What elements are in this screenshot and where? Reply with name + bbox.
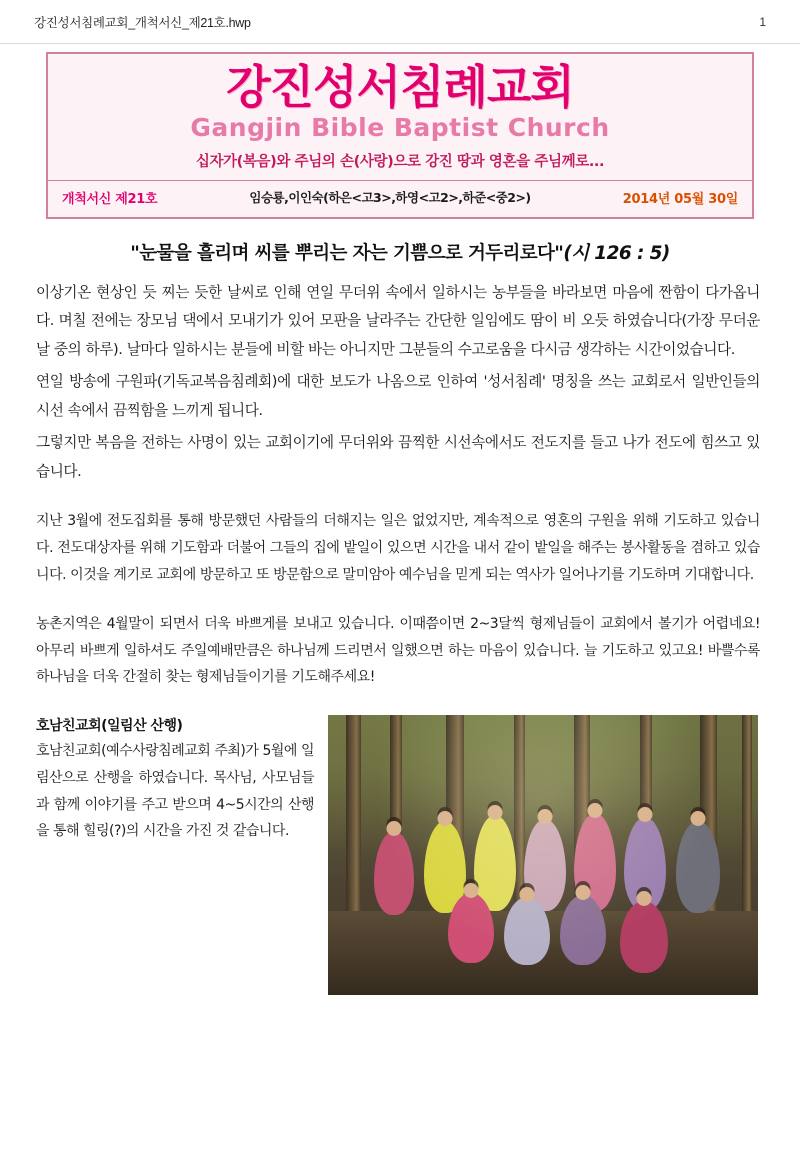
document-filename: 강진성서침례교회_개척서신_제21호.hwp (34, 15, 251, 30)
scripture-verse (34, 239, 766, 265)
document-viewer-header (0, 0, 800, 44)
church-slogan: 십자가(복음)와 주님의 손(사랑)으로 강진 땅과 영혼을 주님께로... (195, 153, 605, 170)
page-number: 1 (759, 14, 766, 29)
verse-text: "눈물을 흘리며 씨를 뿌리는 자는 기쁨으로 거두리로다" (130, 242, 564, 264)
handwritten-paragraph: 연일 방송에 구원파(기독교복음침례회)에 대한 보도가 나옴으로 인하여 '성서침례' 명칭을 쓰는 교회로서 일반인들의 시선 속에서 끔찍함을 느끼게 됩니다. (36, 373, 760, 419)
handwritten-paragraph: 이상기온 현상인 듯 찌는 듯한 날씨로 인해 연일 무더위 속에서 일하시는 농부들을 바라보면 마음에 짠함이 다가옵니다. 며칠 전에는 장모님 댁에서 모내기가 있어 모판을 날라주는 간단한 일임에도 땀이 비 오듯 하였습니다(가장 무더운 날 중의 하루). 날마다 일하시는 분들에 비할 바는 아니지만 그분들의 수고로움을 다시금 생각하는 시간이었습니다. (36, 283, 760, 358)
verse-reference: (시 126 : 5) (563, 242, 670, 264)
document-body (34, 52, 766, 995)
masthead-meta (62, 181, 738, 209)
issue-date: 2014년 05월 30일 (622, 191, 738, 207)
masthead (46, 52, 754, 219)
handwritten-paragraph: 그렇지만 복음을 전하는 사명이 있는 교회이기에 무더위와 끔찍한 시선속에서도 전도지를 들고 나가 전도에 힘쓰고 있습니다. (36, 434, 760, 480)
group-photo (328, 715, 758, 995)
typed-paragraph: 농촌지역은 4월말이 되면서 더욱 바쁘게를 보내고 있습니다. 이때쯤이면 2~3달씩 형제님들이 교회에서 볼기가 어렵네요! 아무리 바쁘게 일하셔도 주일예배만큼은 하나님께 드리면서 일했으면 하는 마음이 있습니다. 늘 기도하고 있고요! 바쁠수록 하나님을 더욱 간절히 찾는 형제님들이기를 기도해주세요! (36, 615, 760, 686)
bottom-section (34, 715, 766, 995)
bottom-text-column (36, 715, 314, 995)
section-body: 호남친교회(예수사랑침례교회 주최)가 5월에 일림산으로 산행을 하였습니다. 목사님, 사모님들과 함께 이야기를 주고 받으며 4~5시간의 산행을 통해 힐링(?)의 시간을 가진 것 같습니다. (36, 743, 314, 840)
issue-label: 개척서신 제21호 (62, 191, 158, 207)
author-names: 임승룡,이인숙(하은<고3>,하영<고2>,하준<중2>) (249, 190, 531, 206)
church-name-english: Gangjin Bible Baptist Church (190, 112, 610, 142)
typed-paragraph: 지난 3월에 전도집회를 통해 방문했던 사람들의 더해지는 일은 없었지만, 계속적으로 영혼의 구원을 위해 기도하고 있습니다. 전도대상자를 위해 기도함과 더불어 그들의 집에 밭일이 있으면 시간을 내서 같이 밭일을 해주는 봉사활동을 겸하고 있습니다. 이것을 계기로 교회에 방문하고 또 방문함으로 말미암아 예수님을 믿게 되는 역사가 일어나기를 기도하며 기대합니다. (36, 513, 760, 583)
photo-lighting-overlay (328, 715, 758, 995)
church-name-korean: 강진성서침례교회 (226, 60, 574, 114)
section-title: 호남친교회(일림산 산행) (36, 718, 183, 735)
